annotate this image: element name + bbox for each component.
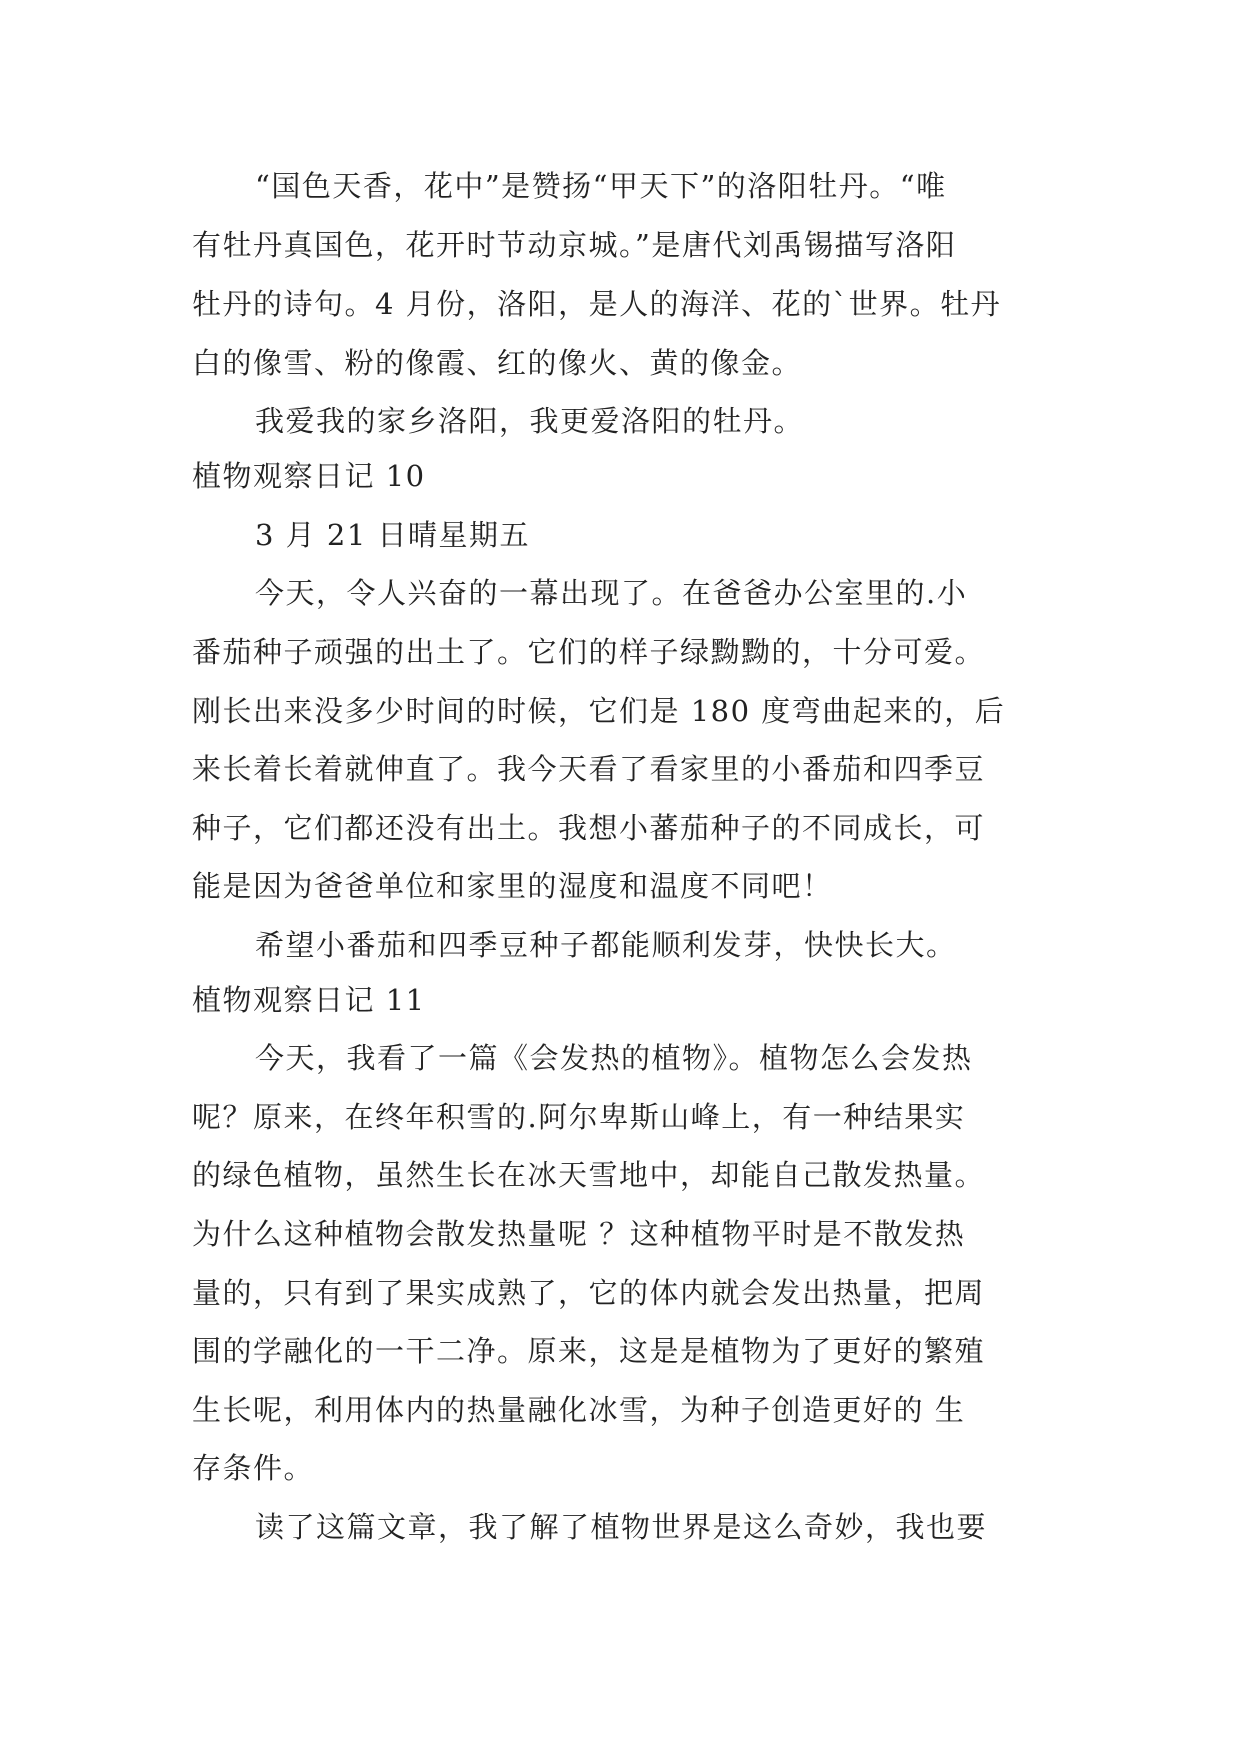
paragraph-line: 今天，我看了一篇《会发热的植物》。植物怎么会发热 [255,1041,973,1075]
section-heading: 植物观察日记 11 [192,983,426,1017]
paragraph-line: 生长呢，利用体内的热量融化冰雪，为种子创造更好的 生 [192,1393,966,1427]
paragraph-line: 番茄种子顽强的出土了。它们的样子绿黝黝的，十分可爱。 [192,635,986,669]
paragraph-line: 存条件。 [192,1451,315,1485]
paragraph-line: 牡丹的诗句。4 月份，洛阳，是人的海洋、花的`世界。牡丹 [192,287,1002,321]
paragraph-line: 今天，令人兴奋的一幕出现了。在爸爸办公室里的.小 [255,576,968,610]
paragraph-line: 来长着长着就伸直了。我今天看了看家里的小番茄和四季豆 [192,752,986,786]
paragraph-line: 白的像雪、粉的像霞、红的像火、黄的像金。 [192,346,803,380]
paragraph-line: 围的学融化的一干二净。原来，这是是植物为了更好的繁殖 [192,1334,986,1368]
date-line: 3 月 21 日晴星期五 [255,518,531,552]
paragraph-line: 种子，它们都还没有出土。我想小蕃茄种子的不同成长，可 [192,811,986,845]
paragraph-line: 我爱我的家乡洛阳，我更爱洛阳的牡丹。 [255,404,805,438]
paragraph-line: 刚长出来没多少时间的时候，它们是 180 度弯曲起来的，后 [192,694,1006,728]
paragraph-line: 量的，只有到了果实成熟了，它的体内就会发出热量，把周 [192,1276,986,1310]
paragraph-line: 呢？原来，在终年积雪的.阿尔卑斯山峰上，有一种结果实 [192,1100,966,1134]
paragraph-line: 读了这篇文章，我了解了植物世界是这么奇妙，我也要 [255,1510,988,1544]
paragraph-line: 的绿色植物，虽然生长在冰天雪地中，却能自己散发热量。 [192,1158,986,1192]
paragraph-line: “国色天香，花中”是赞扬“甲天下”的洛阳牡丹。“唯 [255,169,947,203]
paragraph-line: 有牡丹真国色，花开时节动京城。”是唐代刘禹锡描写洛阳 [192,228,957,262]
paragraph-line: 能是因为爸爸单位和家里的湿度和温度不同吧！ [192,869,833,903]
section-heading: 植物观察日记 10 [192,459,426,493]
paragraph-line: 希望小番茄和四季豆种子都能顺利发芽，快快长大。 [255,928,957,962]
paragraph-line: 为什么这种植物会散发热量呢 ？这种植物平时是不散发热 [192,1217,966,1251]
